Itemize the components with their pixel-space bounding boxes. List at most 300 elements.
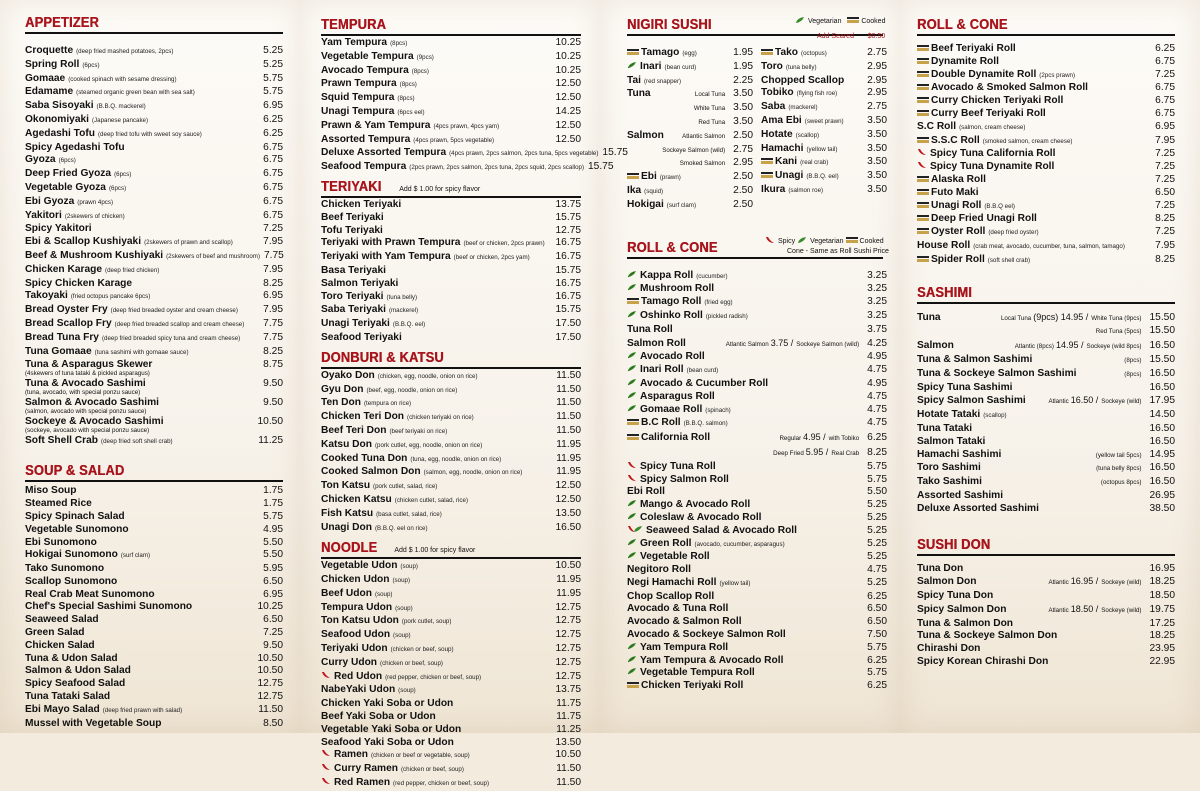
item-price: 6.95 xyxy=(263,290,283,302)
item-name: Tofu Teriyaki xyxy=(321,224,383,236)
item-name: Avocado & Cucumber Roll xyxy=(640,377,769,389)
item-price: 6.75 xyxy=(1155,82,1175,94)
menu-item xyxy=(321,278,581,291)
item-description: (sweet prawn) xyxy=(804,117,844,125)
cooked-icon xyxy=(917,215,929,221)
item-variant: Atlantic xyxy=(1048,579,1069,587)
item-price: 5.75 xyxy=(263,86,283,98)
menu-item xyxy=(25,45,283,59)
item-name: Salmon Teriyaki xyxy=(321,277,399,289)
menu-item xyxy=(627,157,753,171)
cooked-icon xyxy=(917,228,929,234)
item-price: 12.75 xyxy=(555,615,581,627)
item-description: (bean curd) xyxy=(664,63,697,71)
vegetarian-icon xyxy=(627,364,637,372)
item-price: 6.75 xyxy=(1155,95,1175,107)
item-name: Chicken Salad xyxy=(25,639,95,651)
menu-item xyxy=(25,511,283,524)
menu-item xyxy=(25,549,283,563)
item-price: 8.25 xyxy=(263,277,283,289)
item-name: Tamago xyxy=(641,47,680,58)
item-price: 13.50 xyxy=(555,736,581,748)
item-name: Red Udon xyxy=(334,670,383,682)
item-name: Assorted Sashimi xyxy=(917,489,1004,501)
menu-item xyxy=(917,394,1175,409)
menu-item xyxy=(917,630,1175,643)
item-name: Green Roll xyxy=(640,537,692,549)
cooked-icon xyxy=(917,45,929,51)
item-price: 16.75 xyxy=(555,251,581,263)
item-price: 7.95 xyxy=(263,236,283,248)
vegetarian-icon xyxy=(627,270,637,278)
nigiri-legend: Vegetarian Cooked xyxy=(795,16,885,25)
item-price: 15.75 xyxy=(555,211,581,223)
item-price: 16.75 xyxy=(555,277,581,289)
menu-item xyxy=(25,614,283,627)
menu-item xyxy=(25,378,283,391)
item-price: 17.50 xyxy=(555,331,581,343)
item-price: 6.50 xyxy=(867,616,887,628)
item-description: (8pcs) xyxy=(1124,370,1142,378)
item-price: 1.95 xyxy=(733,47,753,58)
item-name: Bread Scallop Fry xyxy=(25,317,112,329)
item-name: Teriyaki with Prawn Tempura xyxy=(321,237,461,249)
item-price: 11.50 xyxy=(556,424,581,436)
item-price: 13.75 xyxy=(555,684,581,696)
spicy-icon xyxy=(765,236,775,244)
item-price: 3.25 xyxy=(867,283,887,295)
tempura-title: TEMPURA xyxy=(321,16,386,33)
item-name: Teriyaki with Yam Tempura xyxy=(321,251,451,263)
item-price: 1.75 xyxy=(263,485,283,497)
nigiri-title: NIGIRI SUSHI xyxy=(627,16,712,33)
cooked-icon xyxy=(917,58,929,64)
item-description: (steamed organic green bean with sea salt) xyxy=(76,89,195,97)
menu-item xyxy=(917,643,1175,656)
item-name: Spicy Tuna Dynamite Roll xyxy=(930,161,1055,173)
item-price: 7.25 xyxy=(1155,161,1175,173)
item-price: 2.95 xyxy=(867,74,887,86)
item-name: Beef Yaki Soba or Udon xyxy=(321,711,436,723)
item-name: Spicy Salmon Roll xyxy=(640,473,729,485)
item-description: (soup) xyxy=(400,563,418,571)
item-price: 11.75 xyxy=(556,698,581,710)
menu-item xyxy=(627,474,887,487)
item-variant: Atlantic Salmon xyxy=(725,340,769,348)
item-name: Coleslaw & Avocado Roll xyxy=(640,511,762,523)
item-name: Seafood Udon xyxy=(321,629,391,641)
vegetarian-icon xyxy=(627,499,637,507)
item-name: Unagi xyxy=(775,170,804,182)
vegetarian-icon xyxy=(797,236,807,244)
menu-item xyxy=(25,59,283,73)
item-price: 11.95 xyxy=(556,452,581,464)
item-name: Beef Udon xyxy=(321,587,372,599)
item-price: 12.50 xyxy=(555,92,581,104)
item-name: Tuna & Salmon Sashimi xyxy=(917,353,1033,365)
item-variant: Local Tuna xyxy=(694,91,726,99)
menu-item xyxy=(321,615,581,629)
item-description: (mackerel) xyxy=(388,307,419,315)
menu-item xyxy=(321,657,581,671)
menu-item xyxy=(321,643,581,657)
roll-cone-1-list xyxy=(627,270,887,694)
item-price: 10.25 xyxy=(555,64,581,76)
cooked-icon xyxy=(917,176,929,182)
item-name: Spicy Tuna California Roll xyxy=(930,148,1056,160)
menu-item xyxy=(25,304,283,318)
item-name: Oyster Roll xyxy=(931,226,986,238)
cooked-icon xyxy=(627,682,639,688)
item-name: Inari xyxy=(640,60,662,72)
item-name: Beef Teriyaki Roll xyxy=(931,43,1016,54)
cooked-icon xyxy=(917,189,929,195)
item-price: 4.25 xyxy=(867,337,887,349)
item-name: Avocado Roll xyxy=(640,351,705,363)
item-price: 3.50 xyxy=(867,128,887,140)
item-description: (deep fried oyster) xyxy=(988,229,1039,237)
appetizer-list xyxy=(25,45,283,448)
item-name: Deep Fried Unagi Roll xyxy=(931,213,1037,225)
menu-item xyxy=(321,602,581,616)
item-variant-price: 3.75 / xyxy=(770,337,794,348)
item-price: 14.50 xyxy=(1149,409,1175,421)
menu-item xyxy=(627,629,887,642)
item-price: 6.75 xyxy=(263,154,283,166)
item-description: (red pepper, chicken or beef, soup) xyxy=(393,780,490,788)
item-name: Soft Shell Crab xyxy=(25,434,99,446)
item-name: Avocado Tempura xyxy=(321,64,409,76)
roll-cone-2-title: ROLL & CONE xyxy=(917,16,1008,33)
spicy-icon xyxy=(917,148,927,156)
item-price: 6.75 xyxy=(1155,107,1175,119)
item-price: 5.75 xyxy=(263,510,283,522)
item-name: Chicken Udon xyxy=(321,574,390,586)
spicy-vegetarian-icon xyxy=(627,525,643,533)
menu-item xyxy=(917,254,1175,268)
menu-item xyxy=(627,324,887,337)
item-description: (soup) xyxy=(395,604,413,612)
menu-item xyxy=(321,724,581,737)
menu-item xyxy=(321,466,581,480)
noodle-header xyxy=(321,539,581,556)
menu-item xyxy=(627,391,887,404)
menu-item xyxy=(917,409,1175,423)
item-price: 10.50 xyxy=(555,560,581,572)
item-price: 9.50 xyxy=(263,639,283,651)
item-name: Takoyaki xyxy=(25,290,68,302)
column-4 xyxy=(917,16,1175,669)
menu-item xyxy=(627,655,887,668)
item-name: Prawn & Yam Tempura xyxy=(321,119,431,131)
item-price: 11.75 xyxy=(556,711,581,723)
item-name: Spicy Tuna Roll xyxy=(640,460,716,472)
item-name: Green Salad xyxy=(25,627,85,639)
item-name: Prawn Tempura xyxy=(321,78,397,90)
item-price: 8.25 xyxy=(867,446,887,458)
item-price: 18.50 xyxy=(1149,590,1175,602)
item-description: (fried egg) xyxy=(704,299,733,307)
vegetarian-icon xyxy=(627,283,637,291)
item-price: 3.50 xyxy=(733,88,753,100)
item-name: Spicy Seafood Salad xyxy=(25,678,126,690)
item-name: Cooked Tuna Don xyxy=(321,452,408,464)
item-name: Toro xyxy=(761,60,783,72)
item-name: Teriyaki Udon xyxy=(321,643,388,655)
menu-item xyxy=(321,763,581,777)
menu-item xyxy=(25,397,283,410)
roll-legend: Spicy Vegetarian Cooked xyxy=(765,236,884,245)
item-price: 26.95 xyxy=(1149,489,1175,501)
item-name: Unagi Don xyxy=(321,521,372,533)
item-price: 5.50 xyxy=(867,486,887,498)
menu-item xyxy=(917,69,1175,83)
item-price: 11.50 xyxy=(556,777,581,789)
item-name: Seaweed Salad xyxy=(25,614,99,626)
menu-item xyxy=(917,161,1175,174)
item-name: Tako Sashimi xyxy=(917,476,982,488)
menu-item xyxy=(627,616,887,629)
menu-item xyxy=(627,116,753,130)
item-name: Vegetable Sunomono xyxy=(25,523,129,535)
menu-item xyxy=(627,446,887,461)
item-price: 3.25 xyxy=(867,296,887,308)
item-name: Salmon Roll xyxy=(627,337,686,349)
item-name: Ikura xyxy=(761,183,786,195)
item-price: 6.75 xyxy=(263,181,283,193)
item-price: 5.25 xyxy=(867,537,887,549)
item-name: Kappa Roll xyxy=(640,269,694,281)
menu-item xyxy=(917,226,1175,240)
menu-item xyxy=(917,108,1175,121)
item-description: (avocado, cucumber, asparagus) xyxy=(694,540,785,548)
item-price: 19.75 xyxy=(1149,603,1175,615)
roll-cone-2-header xyxy=(917,16,1175,33)
item-price: 7.25 xyxy=(263,627,283,639)
item-description: (deep fried breaded oyster and cream cheese) xyxy=(110,307,238,315)
cooked-icon xyxy=(917,84,929,90)
menu-item xyxy=(627,102,753,116)
menu-item xyxy=(627,417,887,431)
menu-item xyxy=(627,337,887,352)
menu-item xyxy=(627,47,753,61)
menu-item xyxy=(25,589,283,602)
item-description: (yellow tail) xyxy=(806,145,838,153)
cooked-icon xyxy=(917,137,929,143)
item-name: Chef's Special Sashimi Sunomono xyxy=(25,601,193,613)
item-description: (salmon, egg, noodle, onion on rice) xyxy=(423,469,523,477)
item-price: 18.25 xyxy=(1149,630,1175,642)
item-variant: Atlantic Salmon xyxy=(682,132,726,140)
vegetarian-icon xyxy=(627,512,637,520)
item-price: 12.75 xyxy=(555,601,581,613)
menu-item xyxy=(627,591,887,604)
menu-item xyxy=(627,680,887,693)
menu-item xyxy=(917,325,1175,339)
menu-item xyxy=(627,538,887,552)
cooked-icon xyxy=(917,71,929,77)
item-name: Spicy Spinach Salad xyxy=(25,510,125,522)
item-variant: Smoked Salmon xyxy=(679,160,726,168)
cooked-icon xyxy=(761,49,773,55)
item-price: 7.95 xyxy=(1155,239,1175,251)
item-price: 4.95 xyxy=(867,377,887,389)
menu-item xyxy=(627,642,887,655)
item-name: Ebi Mayo Salad xyxy=(25,703,100,715)
item-description: (chicken or beef or vegetable, soup) xyxy=(370,752,470,760)
item-price: 2.75 xyxy=(733,143,753,155)
cooked-icon xyxy=(917,97,929,103)
menu-item xyxy=(25,601,283,614)
item-price: 17.25 xyxy=(1149,617,1175,629)
item-price: 15.50 xyxy=(1149,325,1175,337)
item-description: (beef teriyaki on rice) xyxy=(389,427,448,435)
item-variant-2: Sockeye (wild) xyxy=(1101,606,1142,614)
item-price: 6.75 xyxy=(263,168,283,180)
menu-item xyxy=(627,667,887,680)
item-name: Spicy Tuna Don xyxy=(917,590,994,602)
item-price: 16.50 xyxy=(1149,462,1175,474)
item-description: (9pcs) xyxy=(416,53,434,61)
sushi-don-list xyxy=(917,563,1175,669)
item-price: 11.95 xyxy=(556,466,581,478)
menu-item xyxy=(321,199,581,212)
item-variant-price: 18.50 / xyxy=(1070,603,1099,614)
vegetarian-icon xyxy=(795,16,805,24)
menu-item xyxy=(627,404,887,418)
item-name: Curry Beef Teriyaki Roll xyxy=(931,107,1046,119)
menu-item xyxy=(917,135,1175,149)
item-price: 7.75 xyxy=(264,249,284,261)
item-price: 7.75 xyxy=(263,331,283,343)
item-description: (soup) xyxy=(392,577,411,585)
item-variant-price: 16.50 / xyxy=(1070,395,1099,406)
sashimi-header xyxy=(917,284,1175,301)
item-price: 5.95 xyxy=(263,563,283,575)
item-name: Bread Tuna Fry xyxy=(25,331,99,343)
nigiri-grid xyxy=(627,47,887,213)
item-name: Avocado & Sockeye Salmon Roll xyxy=(627,629,786,641)
item-name: Gyu Don xyxy=(321,383,364,395)
item-variant: Atlantic xyxy=(1048,398,1069,406)
item-name: Vegetable Roll xyxy=(640,551,710,563)
menu-item xyxy=(627,283,887,296)
item-price: 11.25 xyxy=(556,723,581,735)
item-price: 15.75 xyxy=(602,147,628,159)
item-price: 5.50 xyxy=(263,536,283,548)
menu-item xyxy=(627,364,887,378)
menu-item xyxy=(25,537,283,550)
menu-item xyxy=(917,56,1175,69)
item-description: (prawn) xyxy=(659,174,681,182)
item-price: 9.50 xyxy=(263,378,283,390)
item-price: 2.95 xyxy=(867,87,887,99)
item-name: Spicy Salmon Don xyxy=(917,603,1007,615)
item-price: 2.50 xyxy=(733,129,753,141)
soup-salad-header xyxy=(25,462,283,479)
item-name: S.C Roll xyxy=(917,120,957,132)
item-name: Avocado & Smoked Salmon Roll xyxy=(931,82,1088,94)
item-price: 38.50 xyxy=(1149,502,1175,514)
item-price: 12.50 xyxy=(555,119,581,131)
item-name: Tobiko xyxy=(761,87,794,99)
item-price: 11.95 xyxy=(556,438,581,450)
item-price: 17.95 xyxy=(1149,395,1175,407)
menu-item xyxy=(627,61,753,75)
menu-item xyxy=(627,171,753,185)
item-name: Scallop Sunomono xyxy=(25,575,118,587)
item-name: Ton Katsu Udon xyxy=(321,615,399,627)
item-price: 3.50 xyxy=(867,183,887,195)
menu-item xyxy=(627,130,753,144)
menu-item xyxy=(25,653,283,666)
item-price: 23.95 xyxy=(1149,643,1175,655)
item-variant-2: Real Crab xyxy=(831,449,860,457)
item-variant-2: White Tuna (9pcs) xyxy=(1091,314,1142,322)
item-name: Curry Udon xyxy=(321,656,378,668)
sashimi-title: SASHIMI xyxy=(917,283,972,301)
item-description: (smoked salmon, cream cheese) xyxy=(982,137,1073,145)
spicy-icon xyxy=(627,474,637,482)
menu-item xyxy=(321,777,581,791)
item-price: 8.75 xyxy=(263,359,283,371)
item-subdescription: (salmon, avocado with special ponzu sauce) xyxy=(25,407,147,415)
item-name: Saba Sisoyaki xyxy=(25,100,94,112)
item-price: 6.25 xyxy=(263,113,283,125)
item-name: Hotate Tataki xyxy=(917,409,981,421)
menu-item xyxy=(627,431,887,446)
item-name: Real Crab Meat Sunomono xyxy=(25,588,155,600)
item-price: 12.50 xyxy=(555,480,581,492)
item-variant-2: Sockeye (wild) xyxy=(1101,398,1142,406)
item-price: 7.95 xyxy=(263,304,283,316)
menu-item xyxy=(917,148,1175,161)
item-description: (soup) xyxy=(398,687,416,695)
vegetarian-icon xyxy=(627,61,637,69)
spicy-icon xyxy=(321,671,331,679)
item-price: 5.75 xyxy=(867,667,887,679)
menu-item xyxy=(321,508,581,522)
item-variant-2: with Tobiko xyxy=(828,435,860,443)
item-price: 15.75 xyxy=(555,264,581,276)
menu-item xyxy=(25,498,283,511)
item-name: Tuna & Sockeye Salmon Sashimi xyxy=(917,367,1077,379)
menu-item xyxy=(627,296,887,310)
nigiri-left-list xyxy=(627,47,761,213)
item-price: 11.50 xyxy=(556,763,581,775)
item-description: (surf clam) xyxy=(666,201,697,209)
item-price: 6.50 xyxy=(1155,186,1175,198)
item-description: (beef or chicken, 2pcs prawn) xyxy=(463,240,545,248)
menu-item xyxy=(321,106,581,120)
item-name: Spicy Agedashi Tofu xyxy=(25,141,125,153)
menu-item xyxy=(761,184,887,198)
menu-item xyxy=(917,368,1175,382)
menu-item xyxy=(321,397,581,411)
item-name: Futo Maki xyxy=(931,186,979,198)
item-price: 6.95 xyxy=(263,100,283,112)
item-price: 2.95 xyxy=(867,60,887,72)
item-name: Spicy Korean Chirashi Don xyxy=(917,656,1049,668)
item-name: Chicken Teri Don xyxy=(321,411,405,423)
menu-item xyxy=(627,75,753,89)
item-description: (6pcs) xyxy=(82,61,100,69)
item-name: Mushroom Roll xyxy=(640,283,715,295)
menu-item xyxy=(25,640,283,653)
menu-item xyxy=(321,629,581,643)
item-price: 10.25 xyxy=(257,601,283,613)
menu-item xyxy=(321,92,581,106)
